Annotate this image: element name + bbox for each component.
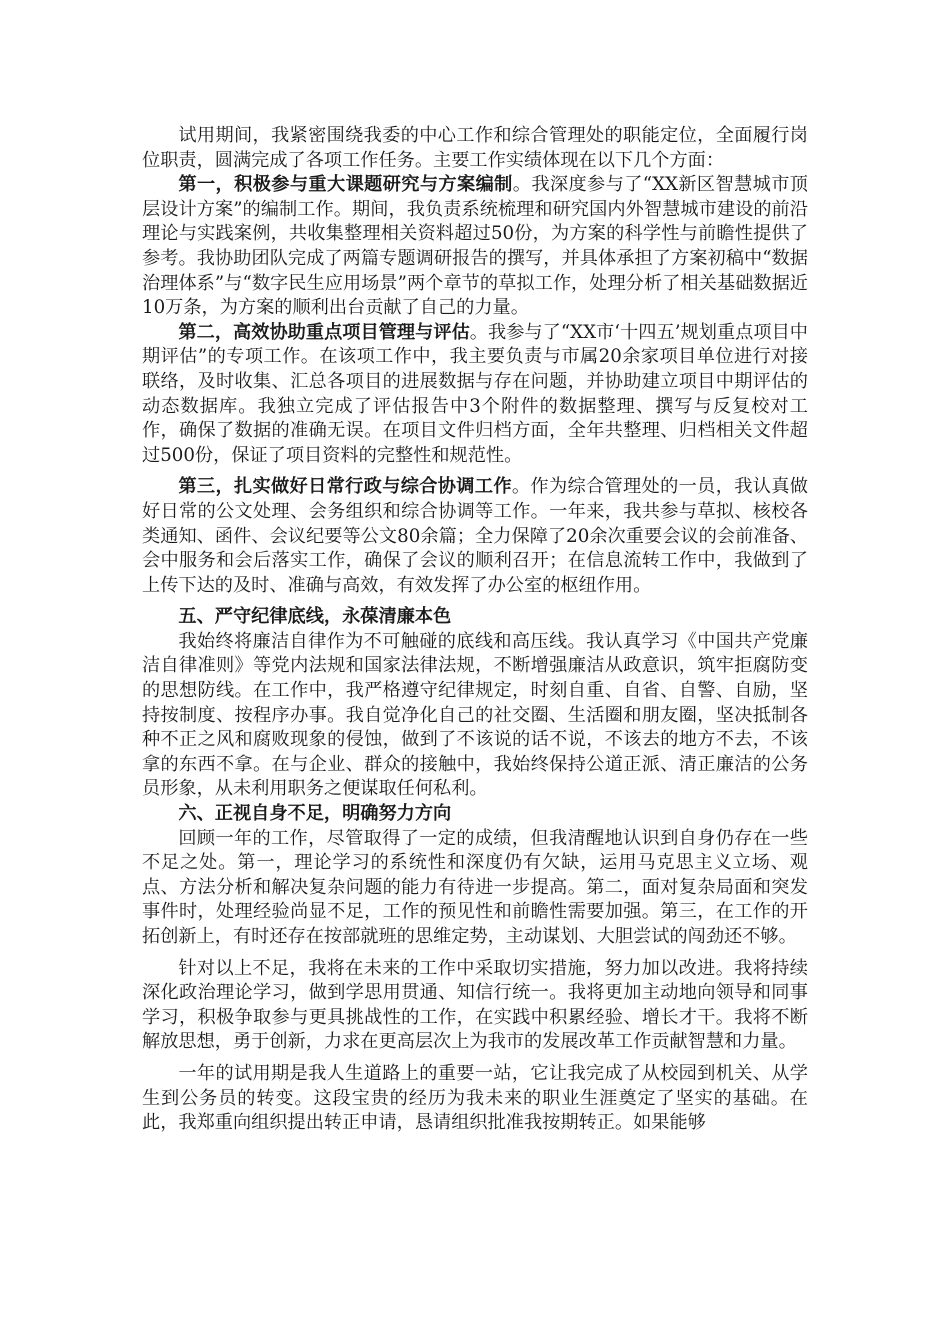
section-6-paragraph-1: 回顾一年的工作，尽管取得了一定的成绩，但我清醒地认识到自身仍存在一些不足之处。第一，理论学习的系统性和深度仍有欠缺，运用马克思主义立场、观点、方法分析和解决复杂问题的能力有待进一步提高。第二，面对复杂局面和突发事件时，处理经验尚显不足，工作的预见性和前瞻性需要加强。第三，在工作的开拓创新上，有时还存在按部就班的思维定势，主动谋划、大胆尝试的闯劲还不够。 xyxy=(142,827,808,947)
document-page xyxy=(142,124,808,1136)
point-3-body: 。作为综合管理处的一员，我认真做好日常的公文处理、会务组织和综合协调等工作。一年来，我共参与草拟、核校各类通知、函件、会议纪要等公文80余篇；全力保障了20余次重要会议的会前准备、会中服务和会后落实工作，确保了会议的顺利召开；在信息流转工作中，我做到了上传下达的及时、准确与高效，有效发挥了办公室的枢纽作用。 xyxy=(142,476,808,596)
point-3-title: 第三，扎实做好日常行政与综合协调工作 xyxy=(178,476,512,498)
point-1-body: 。我深度参与了“XX新区智慧城市顶层设计方案”的编制工作。期间，我负责系统梳理和研究国内外智慧城市建设的前沿理论与实践案例，共收集整理相关资料超过50份，为方案的科学性与前瞻性提供了参考。我协助团队完成了两篇专题调研报告的撰写，并具体承担了方案初稿中“数据治理体系”与“数字民生应用场景”两个章节的草拟工作，处理分析了相关基础数据近10万条，为方案的顺利出台贡献了自己的力量。 xyxy=(142,174,808,319)
closing-paragraph: 一年的试用期是我人生道路上的重要一站，它让我完成了从校园到机关、从学生到公务员的转变。这段宝贵的经历为我未来的职业生涯奠定了坚实的基础。在此，我郑重向组织提出转正申请，恳请组织批准我按期转正。如果能够 xyxy=(142,1062,808,1134)
section-5-heading: 五、严守纪律底线，永葆清廉本色 xyxy=(178,606,452,628)
point-1-title: 第一，积极参与重大课题研究与方案编制 xyxy=(178,174,513,196)
point-2-body: 。我参与了“XX市‘十四五’规划重点项目中期评估”的专项工作。在该项工作中，我主要负责与市属20余家项目单位进行对接联络，及时收集、汇总各项目的进展数据与存在问题，并协助建立项目中期评估的动态数据库。我独立完成了评估报告中3个附件的数据整理、撰写与反复校对工作，确保了数据的准确无误。在项目文件归档方面，全年共整理、归档相关文件超过500份，保证了项目资料的完整性和规范性。 xyxy=(142,321,808,466)
section-6-paragraph-2: 针对以上不足，我将在未来的工作中采取切实措施，努力加以改进。我将持续深化政治理论学习，做到学思用贯通、知信行统一。我将更加主动地向领导和同事学习，积极争取参与更具挑战性的工作，在实践中积累经验、增长才干。我将不断解放思想，勇于创新，力求在更高层次上为我市的发展改革工作贡献智慧和力量。 xyxy=(142,957,808,1053)
point-3-paragraph xyxy=(142,475,808,598)
section-5-paragraph: 我始终将廉洁自律作为不可触碰的底线和高压线。我认真学习《中国共产党廉洁自律准则》等党内法规和国家法律法规，不断增强廉洁从政意识，筑牢拒腐防变的思想防线。在工作中，我严格遵守纪律规定，时刻自重、自省、自警、自励，坚持按制度、按程序办事。我自觉净化自己的社交圈、生活圈和朋友圈，坚决抵制各种不正之风和腐败现象的侵蚀，做到了不该说的话不说，不该去的地方不去，不该拿的东西不拿。在与企业、群众的接触中，我始终保持公道正派、清正廉洁的公务员形象，从未利用职务之便谋取任何私利。 xyxy=(142,630,808,800)
section-6-heading: 六、正视自身不足，明确努力方向 xyxy=(178,803,452,825)
point-1-paragraph xyxy=(142,173,808,321)
intro-paragraph: 试用期间，我紧密围绕我委的中心工作和综合管理处的职能定位，全面履行岗位职责，圆满完成了各项工作任务。主要工作实绩体现在以下几个方面： xyxy=(142,125,808,171)
point-2-paragraph xyxy=(142,321,808,469)
point-2-title: 第二，高效协助重点项目管理与评估 xyxy=(178,321,470,343)
